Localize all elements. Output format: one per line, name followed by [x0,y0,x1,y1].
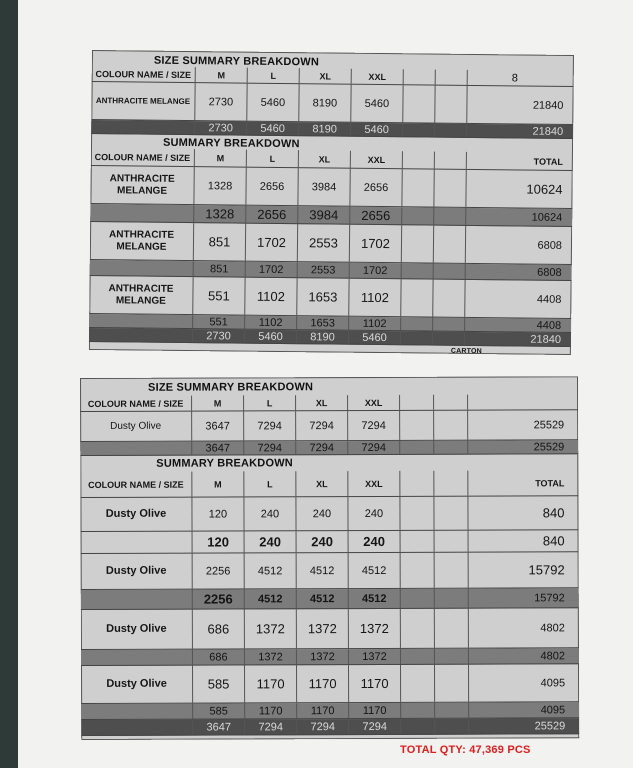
size-header-row: COLOUR NAME / SIZE M L XL XXL [92,66,574,87]
size-summary-title: SIZE SUMMARY BREAKDOWN [153,54,320,69]
summary-title: SUMMARY BREAKDOWN [162,136,300,151]
page-number-label: 8 [511,72,519,85]
size-data-row: ANTHRACITE MELANGE 2730 5460 8190 5460 21840 [91,82,573,125]
summary-row: ANTHRACITE MELANGE 551 1102 1653 1102 4408 [89,276,571,319]
summary-subtotal-row: 2256 4512 4512 4512 15792 [81,588,579,610]
size-subtotal-row: 2730 5460 8190 5460 21840 [91,120,573,139]
dusty-olive-summary-block [80,376,579,740]
size-subtotal-row: 3647 7294 7294 7294 25529 [80,440,578,456]
size-data-row: Dusty Olive 3647 7294 7294 7294 25529 [80,410,578,442]
anthracite-summary-block [89,50,574,355]
summary-subtotal-row: 120 240 240 240 840 [81,530,579,554]
summary-subtotal-row: 585 1170 1170 1170 4095 [81,702,579,720]
summary-title: SUMMARY BREAKDOWN [156,457,293,470]
summary-row: Dusty Olive 686 1372 1372 1372 4802 [81,608,579,650]
summary-subtotal-row: 851 1702 2553 1702 6808 [90,260,572,281]
grand-total-row: 2730 5460 8190 5460 21840 [89,328,571,347]
carton-label: CARTON [450,347,482,356]
summary-subtotal-row: 1328 2656 3984 2656 10624 [90,204,572,227]
summary-row: ANTHRACITE MELANGE 1328 2656 3984 2656 10624 [90,166,572,209]
summary-row: Dusty Olive 2256 4512 4512 4512 15792 [81,552,579,590]
size-header-row: COLOUR NAME / SIZE M L XL XXL [80,394,578,412]
summary-subtotal-row: 551 1102 1653 1102 4408 [89,314,571,333]
summary-row: ANTHRACITE MELANGE 851 1702 2553 1702 6808 [90,222,572,265]
summary-subtotal-row: 686 1372 1372 1372 4802 [81,648,579,666]
size-summary-title: SIZE SUMMARY BREAKDOWN [148,381,314,394]
summary-row: Dusty Olive 120 240 240 240 840 [80,496,578,532]
summary-header-row: COLOUR NAME / SIZE M L XL XXL TOTAL [91,148,573,171]
grand-total-row: 3647 7294 7294 7294 25529 [81,718,579,736]
summary-header-row: COLOUR NAME / SIZE M L XL XXL TOTAL [80,470,578,498]
summary-row: Dusty Olive 585 1170 1170 1170 4095 [81,664,579,704]
total-quantity-label: TOTAL QTY: 47,369 PCS [400,744,531,756]
